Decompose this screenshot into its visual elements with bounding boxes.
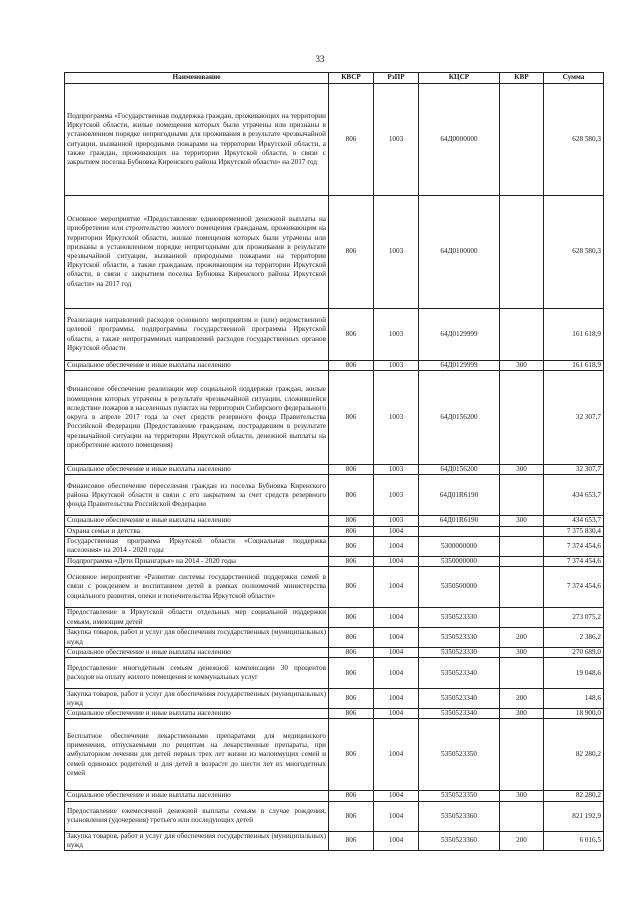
row-name: Социальное обеспечение и иные выплаты населению [65, 516, 329, 526]
row-kvr: 200 [500, 689, 544, 709]
table-row [65, 628, 604, 648]
row-rzpr: 1004 [374, 831, 419, 850]
row-sum: 821 192,9 [544, 801, 604, 831]
row-sum: 161 618,9 [544, 361, 604, 371]
table-header-row [65, 73, 604, 84]
row-sum: 628 580,3 [544, 196, 604, 309]
row-sum: 270 689,0 [544, 648, 604, 658]
table-row [65, 309, 604, 361]
row-rzpr: 1004 [374, 658, 419, 689]
row-kvsr: 806 [329, 831, 374, 850]
row-kcsr: 64Д0000000 [419, 84, 500, 196]
row-kcsr: 5350523350 [419, 791, 500, 801]
row-kvr [500, 526, 544, 536]
row-name: Подпрограмма «Дети Приангарья» на 2014 - 2020 годы [65, 556, 329, 566]
row-rzpr: 1004 [374, 628, 419, 648]
row-name: Основное мероприятие «Предоставление единовременной денежной выплаты на приобретение или строительство жилого помещения гражданам, проживающим на территории Иркутской области, жилые помещения которых были утрачены или признаны в установленном порядке непригодными для проживания в результате чрезвычайной ситуации, вызванной природными пожарами на территории Иркутской области, а также гражданам, проживающим на территории Иркутской области, в связи с закрытием поселка Бубновка Киренского района Иркутской области» на 2017 год [65, 196, 329, 309]
row-sum: 32 307,7 [544, 465, 604, 475]
table-row [65, 648, 604, 658]
header-sum: Сумма [544, 73, 604, 84]
row-rzpr: 1003 [374, 475, 419, 516]
table-row [65, 196, 604, 309]
row-name: Реализация направлений расходов основного мероприятия и (или) ведомственной целевой программы, подпрограммы государственной программы Иркутской области, а также непрограммных направлений расходов государственных органов Иркутской области [65, 309, 329, 361]
row-kvr: 300 [500, 361, 544, 371]
table-row [65, 689, 604, 709]
row-kvsr: 806 [329, 791, 374, 801]
row-sum: 82 280,2 [544, 719, 604, 791]
table-row [65, 371, 604, 465]
row-kcsr: 64Д0156200 [419, 371, 500, 465]
row-kvsr: 806 [329, 84, 374, 196]
row-kcsr: 64Д01R6190 [419, 516, 500, 526]
row-kvr: 300 [500, 465, 544, 475]
row-kcsr: 64Д0129999 [419, 309, 500, 361]
row-sum: 148,6 [544, 689, 604, 709]
row-kvr: 300 [500, 709, 544, 719]
row-name: Финансовое обеспечение переселения граждан из поселка Бубновка Киренского района Иркутской области в связи с его закрытием за счет средств резервного фонда Правительства Российской Федерации [65, 475, 329, 516]
row-kcsr: 64Д0100000 [419, 196, 500, 309]
row-kvr: 300 [500, 516, 544, 526]
table-row [65, 791, 604, 801]
row-kcsr: 5350523330 [419, 608, 500, 628]
row-kvr: 300 [500, 791, 544, 801]
row-kcsr: 5350523330 [419, 648, 500, 658]
table-row [65, 361, 604, 371]
row-rzpr: 1004 [374, 689, 419, 709]
row-kcsr: 5350523350 [419, 719, 500, 791]
table-row [65, 567, 604, 608]
row-name: Предоставление в Иркутской области отдельных мер социальной поддержки семьям, имеющим детей [65, 608, 329, 628]
row-kcsr: 5300000000 [419, 536, 500, 556]
row-kvsr: 806 [329, 628, 374, 648]
table-row [65, 84, 604, 196]
row-sum: 32 307,7 [544, 371, 604, 465]
header-kvsr: КВСР [329, 73, 374, 84]
page-number: 33 [315, 54, 325, 64]
row-sum: 19 048,6 [544, 658, 604, 689]
row-rzpr: 1004 [374, 709, 419, 719]
table-row [65, 719, 604, 791]
row-kvr [500, 719, 544, 791]
row-name: Социальное обеспечение и иные выплаты населению [65, 648, 329, 658]
row-rzpr: 1004 [374, 567, 419, 608]
row-kcsr: 64Д0156200 [419, 465, 500, 475]
row-kvsr: 806 [329, 556, 374, 566]
row-sum: 7 374 454,6 [544, 536, 604, 556]
row-kvr [500, 371, 544, 465]
row-kcsr: 5350500000 [419, 567, 500, 608]
row-sum: 273 075,2 [544, 608, 604, 628]
row-rzpr: 1003 [374, 516, 419, 526]
table-row [65, 556, 604, 566]
row-rzpr: 1004 [374, 536, 419, 556]
row-kcsr: 64Д0129999 [419, 361, 500, 371]
row-kvr [500, 556, 544, 566]
row-rzpr: 1003 [374, 196, 419, 309]
row-rzpr: 1003 [374, 465, 419, 475]
row-rzpr: 1003 [374, 309, 419, 361]
row-kvsr: 806 [329, 475, 374, 516]
row-sum: 2 386,2 [544, 628, 604, 648]
row-kvsr: 806 [329, 516, 374, 526]
row-kvr [500, 196, 544, 309]
row-kcsr: 5350000000 [419, 556, 500, 566]
row-name: Государственная программа Иркутской области «Социальная поддержка населения» на 2014 - 2020 годы [65, 536, 329, 556]
row-name: Бесплатное обеспечение лекарственными препаратами для медицинского применения, отпускаемыми по рецептам на лекарственные препараты, при амбулаторном лечении для детей первых трех лет жизни из малоимущих семей и семей одиноких родителей и для детей в возрасте до шести лет из многодетных семей [65, 719, 329, 791]
row-sum: 161 618,9 [544, 309, 604, 361]
row-kcsr [419, 526, 500, 536]
row-rzpr: 1004 [374, 608, 419, 628]
row-kvsr: 806 [329, 648, 374, 658]
row-kvr: 200 [500, 831, 544, 850]
row-name: Социальное обеспечение и иные выплаты населению [65, 709, 329, 719]
row-kvr [500, 309, 544, 361]
row-rzpr: 1004 [374, 791, 419, 801]
row-name: Предоставление многодетным семьям денежной компенсации 30 процентов расходов на оплату жилого помещения и коммунальных услуг [65, 658, 329, 689]
row-kcsr: 5350523360 [419, 801, 500, 831]
table-row [65, 465, 604, 475]
row-kvsr: 806 [329, 536, 374, 556]
row-sum: 628 580,3 [544, 84, 604, 196]
table-row [65, 709, 604, 719]
row-kvr [500, 608, 544, 628]
row-name: Закупка товаров, работ и услуг для обеспечения государственных (муниципальных) нужд [65, 689, 329, 709]
row-rzpr: 1004 [374, 526, 419, 536]
row-sum: 18 900,0 [544, 709, 604, 719]
header-kvr: КВР [500, 73, 544, 84]
row-kcsr: 5350523340 [419, 709, 500, 719]
table-row [65, 831, 604, 850]
row-kcsr: 64Д01R6190 [419, 475, 500, 516]
row-kvr [500, 658, 544, 689]
row-rzpr: 1004 [374, 648, 419, 658]
table-row [65, 475, 604, 516]
table-row [65, 608, 604, 628]
table-row [65, 526, 604, 536]
row-kcsr: 5350523360 [419, 831, 500, 850]
row-sum: 6 016,5 [544, 831, 604, 850]
row-kvsr: 806 [329, 567, 374, 608]
table-row [65, 536, 604, 556]
row-kvsr: 806 [329, 709, 374, 719]
row-kvr [500, 801, 544, 831]
row-kvsr: 806 [329, 361, 374, 371]
row-name: Финансовое обеспечение реализации мер социальной поддержки граждан, жилые помещения которых утрачены в результате чрезвычайной ситуации, сложившейся вследствие пожаров в населенных пунктах на территории Сибирского федерального округа в апреле 2017 года за счет средств резервного фонда Правительства Российской Федерации (Предоставление гражданам, пострадавшим в результате чрезвычайной ситуации на территории Иркутской области, денежной выплаты на приобретение жилого помещения) [65, 371, 329, 465]
row-kvsr: 806 [329, 371, 374, 465]
row-kvr: 300 [500, 648, 544, 658]
row-kvsr: 806 [329, 465, 374, 475]
row-name: Закупка товаров, работ и услуг для обеспечения государственных (муниципальных) нужд [65, 831, 329, 850]
row-kvr [500, 84, 544, 196]
row-rzpr: 1003 [374, 84, 419, 196]
row-name: Основное мероприятие «Развитие системы государственной поддержки семей в связи с рождением и воспитанием детей в рамках полномочий министерства социального развития, опеки и попечительства Иркутской области» [65, 567, 329, 608]
row-sum: 7 374 454,6 [544, 567, 604, 608]
row-kvsr: 806 [329, 719, 374, 791]
row-kvr [500, 567, 544, 608]
row-name: Социальное обеспечение и иные выплаты населению [65, 361, 329, 371]
row-name: Социальное обеспечение и иные выплаты населению [65, 465, 329, 475]
row-kvsr: 806 [329, 608, 374, 628]
row-kvsr: 806 [329, 658, 374, 689]
row-kvsr: 806 [329, 526, 374, 536]
row-name: Предоставление ежемесячной денежной выплаты семьям в случае рождения, усыновления (удочерения) третьего или последующих детей [65, 801, 329, 831]
table-row [65, 658, 604, 689]
row-name: Охрана семьи и детства [65, 526, 329, 536]
row-sum: 7 374 454,6 [544, 556, 604, 566]
table-row [65, 516, 604, 526]
table-row [65, 801, 604, 831]
row-name: Закупка товаров, работ и услуг для обеспечения государственных (муниципальных) нужд [65, 628, 329, 648]
row-rzpr: 1003 [374, 371, 419, 465]
row-rzpr: 1003 [374, 361, 419, 371]
row-kvsr: 806 [329, 309, 374, 361]
row-rzpr: 1004 [374, 556, 419, 566]
row-kvr [500, 536, 544, 556]
row-kvsr: 806 [329, 196, 374, 309]
row-rzpr: 1004 [374, 719, 419, 791]
budget-table [64, 72, 604, 851]
row-name: Подпрограмма «Государственная поддержка граждан, проживающих на территории Иркутской области, жилые помещения которых были утрачены или признаны в установленном порядке непригодными для проживания в результате чрезвычайной ситуации, вызванной природными пожарами на территории Иркутской области, а также граждан, проживающих на территории Иркутской области, в связи с закрытием поселка Бубновка Киренского района Иркутской области» на 2017 год [65, 84, 329, 196]
row-kcsr: 5350523340 [419, 658, 500, 689]
row-kvsr: 806 [329, 689, 374, 709]
row-kvsr: 806 [329, 801, 374, 831]
row-kvr: 200 [500, 628, 544, 648]
table-body [65, 84, 604, 851]
row-sum: 434 653,7 [544, 475, 604, 516]
header-rzpr: РзПР [374, 73, 419, 84]
row-sum: 82 280,2 [544, 791, 604, 801]
header-name: Наименование [65, 73, 329, 84]
row-rzpr: 1004 [374, 801, 419, 831]
row-kvr [500, 475, 544, 516]
row-kcsr: 5350523330 [419, 628, 500, 648]
header-kcsr: КЦСР [419, 73, 500, 84]
row-sum: 434 653,7 [544, 516, 604, 526]
row-sum: 7 375 830,4 [544, 526, 604, 536]
row-kcsr: 5350523340 [419, 689, 500, 709]
row-name: Социальное обеспечение и иные выплаты населению [65, 791, 329, 801]
